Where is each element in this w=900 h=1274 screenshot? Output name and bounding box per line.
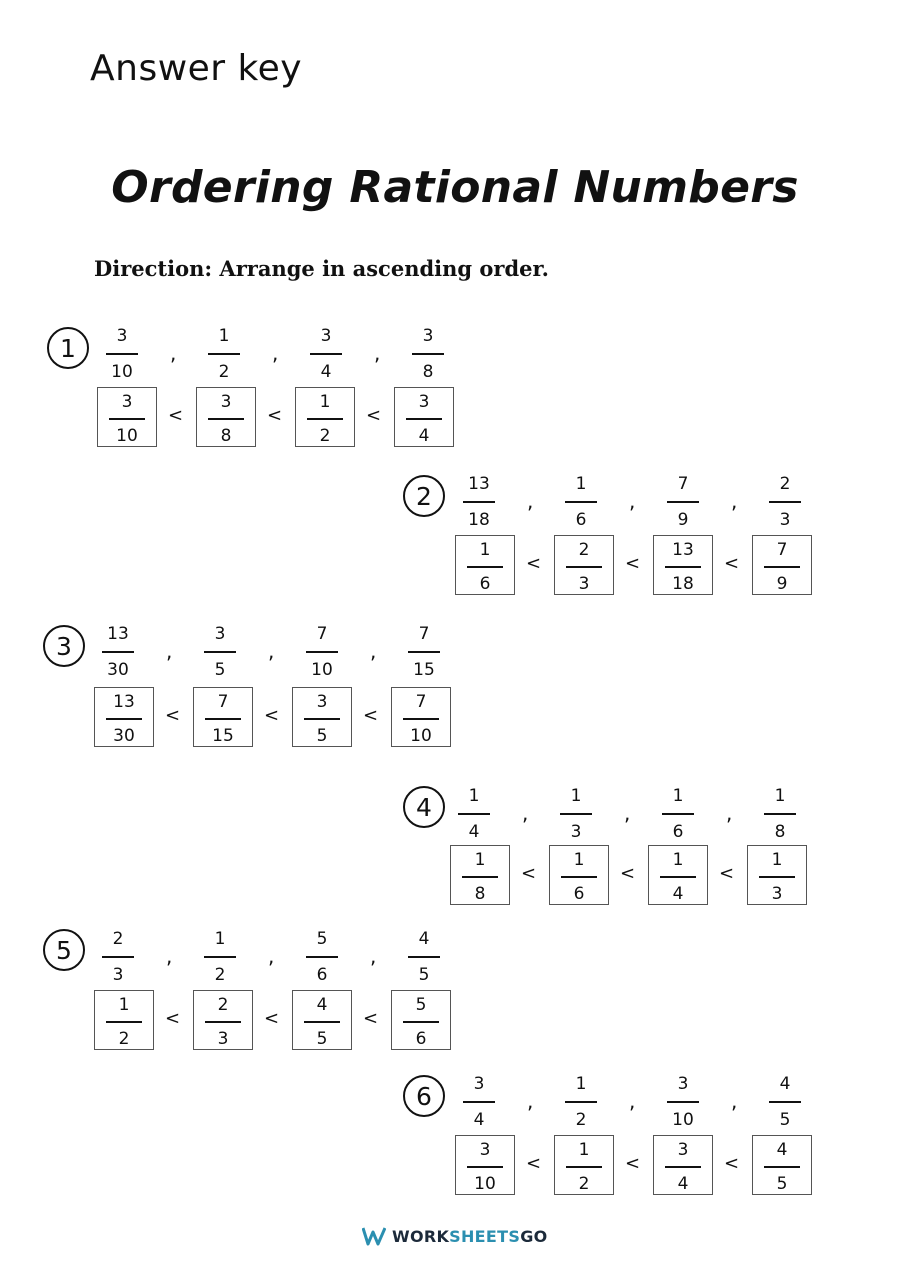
fraction-bar [205,1021,241,1023]
answer-key-label: Answer key [90,48,303,89]
comma-separator: , [731,489,738,513]
less-than-symbol: < [625,553,641,574]
fraction-bar [764,813,796,815]
denominator: 2 [118,1028,130,1049]
answer-box [752,535,812,595]
answer-box [394,387,454,447]
numerator: 3 [677,1140,689,1160]
denominator: 6 [672,821,684,842]
denominator: 5 [779,1109,791,1130]
denominator: 6 [479,573,491,594]
problem-number: 1 [47,327,89,369]
answer-fraction [401,691,441,747]
given-fraction [663,473,703,531]
denominator: 8 [774,821,786,842]
answer-box [455,1135,515,1195]
answer-box [196,387,256,447]
numerator: 7 [415,692,427,712]
numerator: 1 [771,850,783,870]
answer-fraction [559,849,599,905]
numerator: 1 [578,1140,590,1160]
answer-fraction [460,849,500,905]
problem-number: 4 [403,786,445,828]
numerator: 2 [779,474,791,494]
fraction-bar [565,1101,597,1103]
fraction-bar [406,418,442,420]
answer-box [747,845,807,905]
denominator: 5 [316,1028,328,1049]
worksheetsgo-logo-icon [362,1226,386,1246]
numerator: 13 [468,474,490,494]
answer-fraction [104,994,144,1050]
less-than-symbol: < [165,705,181,726]
fraction-bar [759,876,795,878]
numerator: 3 [422,326,434,346]
denominator: 5 [776,1173,788,1194]
denominator: 6 [415,1028,427,1049]
fraction-bar [566,1166,602,1168]
denominator: 4 [468,821,480,842]
numerator: 1 [319,392,331,412]
problem-number: 5 [43,929,85,971]
denominator: 10 [116,425,138,446]
less-than-symbol: < [267,405,283,426]
less-than-symbol: < [719,863,735,884]
answer-box [648,845,708,905]
less-than-symbol: < [724,553,740,574]
fraction-bar [408,651,440,653]
less-than-symbol: < [625,1153,641,1174]
fraction-bar [304,1021,340,1023]
answer-fraction [401,994,441,1050]
less-than-symbol: < [521,863,537,884]
numerator: 3 [121,392,133,412]
comma-separator: , [629,1089,636,1113]
numerator: 13 [672,540,694,560]
fraction-bar [208,418,244,420]
numerator: 7 [776,540,788,560]
less-than-symbol: < [168,405,184,426]
fraction-bar [306,956,338,958]
given-fraction [200,623,240,681]
denominator: 8 [220,425,232,446]
fraction-bar [764,566,800,568]
denominator: 10 [672,1109,694,1130]
fraction-bar [769,501,801,503]
given-fraction [454,785,494,843]
answer-fraction [465,539,505,595]
denominator: 30 [113,725,135,746]
numerator: 7 [316,624,328,644]
denominator: 4 [418,425,430,446]
numerator: 5 [415,995,427,1015]
fraction-bar [769,1101,801,1103]
answer-fraction [663,1139,703,1195]
numerator: 4 [776,1140,788,1160]
numerator: 2 [112,929,124,949]
answer-fraction [302,691,342,747]
fraction-bar [560,813,592,815]
answer-fraction [762,539,802,595]
denominator: 10 [311,659,333,680]
answer-box [653,535,713,595]
answer-fraction [663,539,703,595]
answer-box [391,990,451,1050]
problem-number: 6 [403,1075,445,1117]
numerator: 2 [578,540,590,560]
given-fraction [306,325,346,383]
fraction-bar [665,1166,701,1168]
comma-separator: , [527,1089,534,1113]
denominator: 18 [672,573,694,594]
fraction-bar [208,353,240,355]
numerator: 1 [575,474,587,494]
comma-separator: , [370,944,377,968]
answer-fraction [658,849,698,905]
denominator: 4 [473,1109,485,1130]
less-than-symbol: < [363,705,379,726]
numerator: 4 [316,995,328,1015]
fraction-bar [310,353,342,355]
numerator: 1 [570,786,582,806]
given-fraction [102,325,142,383]
denominator: 2 [214,964,226,985]
fraction-bar [565,501,597,503]
answer-box [752,1135,812,1195]
comma-separator: , [629,489,636,513]
fraction-bar [204,956,236,958]
answer-fraction [203,691,243,747]
denominator: 5 [214,659,226,680]
given-fraction [98,623,138,681]
less-than-symbol: < [620,863,636,884]
page-title: Ordering Rational Numbers [111,162,799,213]
fraction-bar [764,1166,800,1168]
footer-brand [362,1226,548,1246]
denominator: 3 [217,1028,229,1049]
answer-box [554,535,614,595]
answer-fraction [302,994,342,1050]
given-fraction [658,785,698,843]
given-fraction [760,785,800,843]
denominator: 18 [468,509,490,530]
answer-fraction [757,849,797,905]
comma-separator: , [166,944,173,968]
denominator: 4 [677,1173,689,1194]
answer-box [97,387,157,447]
less-than-symbol: < [526,553,542,574]
numerator: 3 [677,1074,689,1094]
numerator: 1 [218,326,230,346]
numerator: 5 [316,929,328,949]
comma-separator: , [166,639,173,663]
denominator: 15 [413,659,435,680]
numerator: 3 [479,1140,491,1160]
denominator: 15 [212,725,234,746]
numerator: 1 [474,850,486,870]
answer-fraction [107,391,147,447]
given-fraction [556,785,596,843]
denominator: 4 [672,883,684,904]
given-fraction [561,473,601,531]
comma-separator: , [726,801,733,825]
problem-number: 3 [43,625,85,667]
fraction-bar [102,651,134,653]
fraction-bar [660,876,696,878]
given-fraction [204,325,244,383]
denominator: 10 [474,1173,496,1194]
answer-box [450,845,510,905]
fraction-bar [109,418,145,420]
fraction-bar [667,1101,699,1103]
fraction-bar [403,718,439,720]
fraction-bar [408,956,440,958]
problem-number: 2 [403,475,445,517]
numerator: 3 [320,326,332,346]
fraction-bar [458,813,490,815]
numerator: 4 [418,929,430,949]
numerator: 13 [113,692,135,712]
given-fraction [408,325,448,383]
denominator: 3 [112,964,124,985]
answer-fraction [305,391,345,447]
numerator: 1 [468,786,480,806]
direction-text: Direction: Arrange in ascending order. [94,256,549,281]
answer-fraction [465,1139,505,1195]
comma-separator: , [370,639,377,663]
fraction-bar [403,1021,439,1023]
given-fraction [98,928,138,986]
given-fraction [200,928,240,986]
less-than-symbol: < [363,1008,379,1029]
denominator: 9 [677,509,689,530]
fraction-bar [102,956,134,958]
fraction-bar [106,718,142,720]
given-fraction [765,473,805,531]
fraction-bar [566,566,602,568]
answer-box [554,1135,614,1195]
denominator: 6 [316,964,328,985]
answer-fraction [564,1139,604,1195]
fraction-bar [306,651,338,653]
fraction-bar [106,1021,142,1023]
answer-box [391,687,451,747]
fraction-bar [307,418,343,420]
footer-brand-text: WORKSHEETSGO [392,1226,548,1246]
numerator: 1 [774,786,786,806]
fraction-bar [463,1101,495,1103]
denominator: 5 [418,964,430,985]
fraction-bar [463,501,495,503]
denominator: 3 [570,821,582,842]
comma-separator: , [374,341,381,365]
numerator: 1 [672,850,684,870]
denominator: 2 [319,425,331,446]
given-fraction [404,928,444,986]
denominator: 3 [771,883,783,904]
answer-box [193,990,253,1050]
answer-box [292,990,352,1050]
denominator: 30 [107,659,129,680]
less-than-symbol: < [724,1153,740,1174]
answer-fraction [203,994,243,1050]
fraction-bar [205,718,241,720]
numerator: 7 [677,474,689,494]
numerator: 3 [220,392,232,412]
comma-separator: , [268,639,275,663]
denominator: 10 [410,725,432,746]
answer-fraction [762,1139,802,1195]
answer-box [193,687,253,747]
fraction-bar [667,501,699,503]
denominator: 2 [218,361,230,382]
fraction-bar [665,566,701,568]
less-than-symbol: < [264,1008,280,1029]
less-than-symbol: < [526,1153,542,1174]
given-fraction [404,623,444,681]
answer-box [653,1135,713,1195]
given-fraction [663,1073,703,1131]
comma-separator: , [268,944,275,968]
denominator: 4 [320,361,332,382]
answer-fraction [206,391,246,447]
denominator: 8 [422,361,434,382]
denominator: 2 [578,1173,590,1194]
numerator: 2 [217,995,229,1015]
given-fraction [302,623,342,681]
numerator: 1 [672,786,684,806]
comma-separator: , [527,489,534,513]
answer-box [94,990,154,1050]
comma-separator: , [272,341,279,365]
fraction-bar [561,876,597,878]
less-than-symbol: < [165,1008,181,1029]
answer-box [295,387,355,447]
fraction-bar [106,353,138,355]
denominator: 10 [111,361,133,382]
fraction-bar [204,651,236,653]
comma-separator: , [170,341,177,365]
numerator: 1 [575,1074,587,1094]
answer-box [549,845,609,905]
denominator: 6 [573,883,585,904]
given-fraction [459,1073,499,1131]
fraction-bar [467,566,503,568]
denominator: 2 [575,1109,587,1130]
numerator: 1 [573,850,585,870]
fraction-bar [462,876,498,878]
numerator: 7 [418,624,430,644]
numerator: 3 [473,1074,485,1094]
numerator: 3 [418,392,430,412]
less-than-symbol: < [366,405,382,426]
denominator: 6 [575,509,587,530]
given-fraction [765,1073,805,1131]
answer-box [94,687,154,747]
denominator: 5 [316,725,328,746]
comma-separator: , [522,801,529,825]
denominator: 8 [474,883,486,904]
numerator: 1 [214,929,226,949]
answer-fraction [404,391,444,447]
numerator: 3 [116,326,128,346]
less-than-symbol: < [264,705,280,726]
fraction-bar [467,1166,503,1168]
fraction-bar [412,353,444,355]
numerator: 1 [479,540,491,560]
given-fraction [561,1073,601,1131]
numerator: 4 [779,1074,791,1094]
numerator: 3 [316,692,328,712]
fraction-bar [662,813,694,815]
answer-fraction [104,691,144,747]
numerator: 3 [214,624,226,644]
denominator: 3 [578,573,590,594]
given-fraction [459,473,499,531]
numerator: 7 [217,692,229,712]
answer-fraction [564,539,604,595]
fraction-bar [304,718,340,720]
answer-box [292,687,352,747]
denominator: 9 [776,573,788,594]
comma-separator: , [624,801,631,825]
numerator: 1 [118,995,130,1015]
denominator: 3 [779,509,791,530]
answer-box [455,535,515,595]
comma-separator: , [731,1089,738,1113]
given-fraction [302,928,342,986]
numerator: 13 [107,624,129,644]
